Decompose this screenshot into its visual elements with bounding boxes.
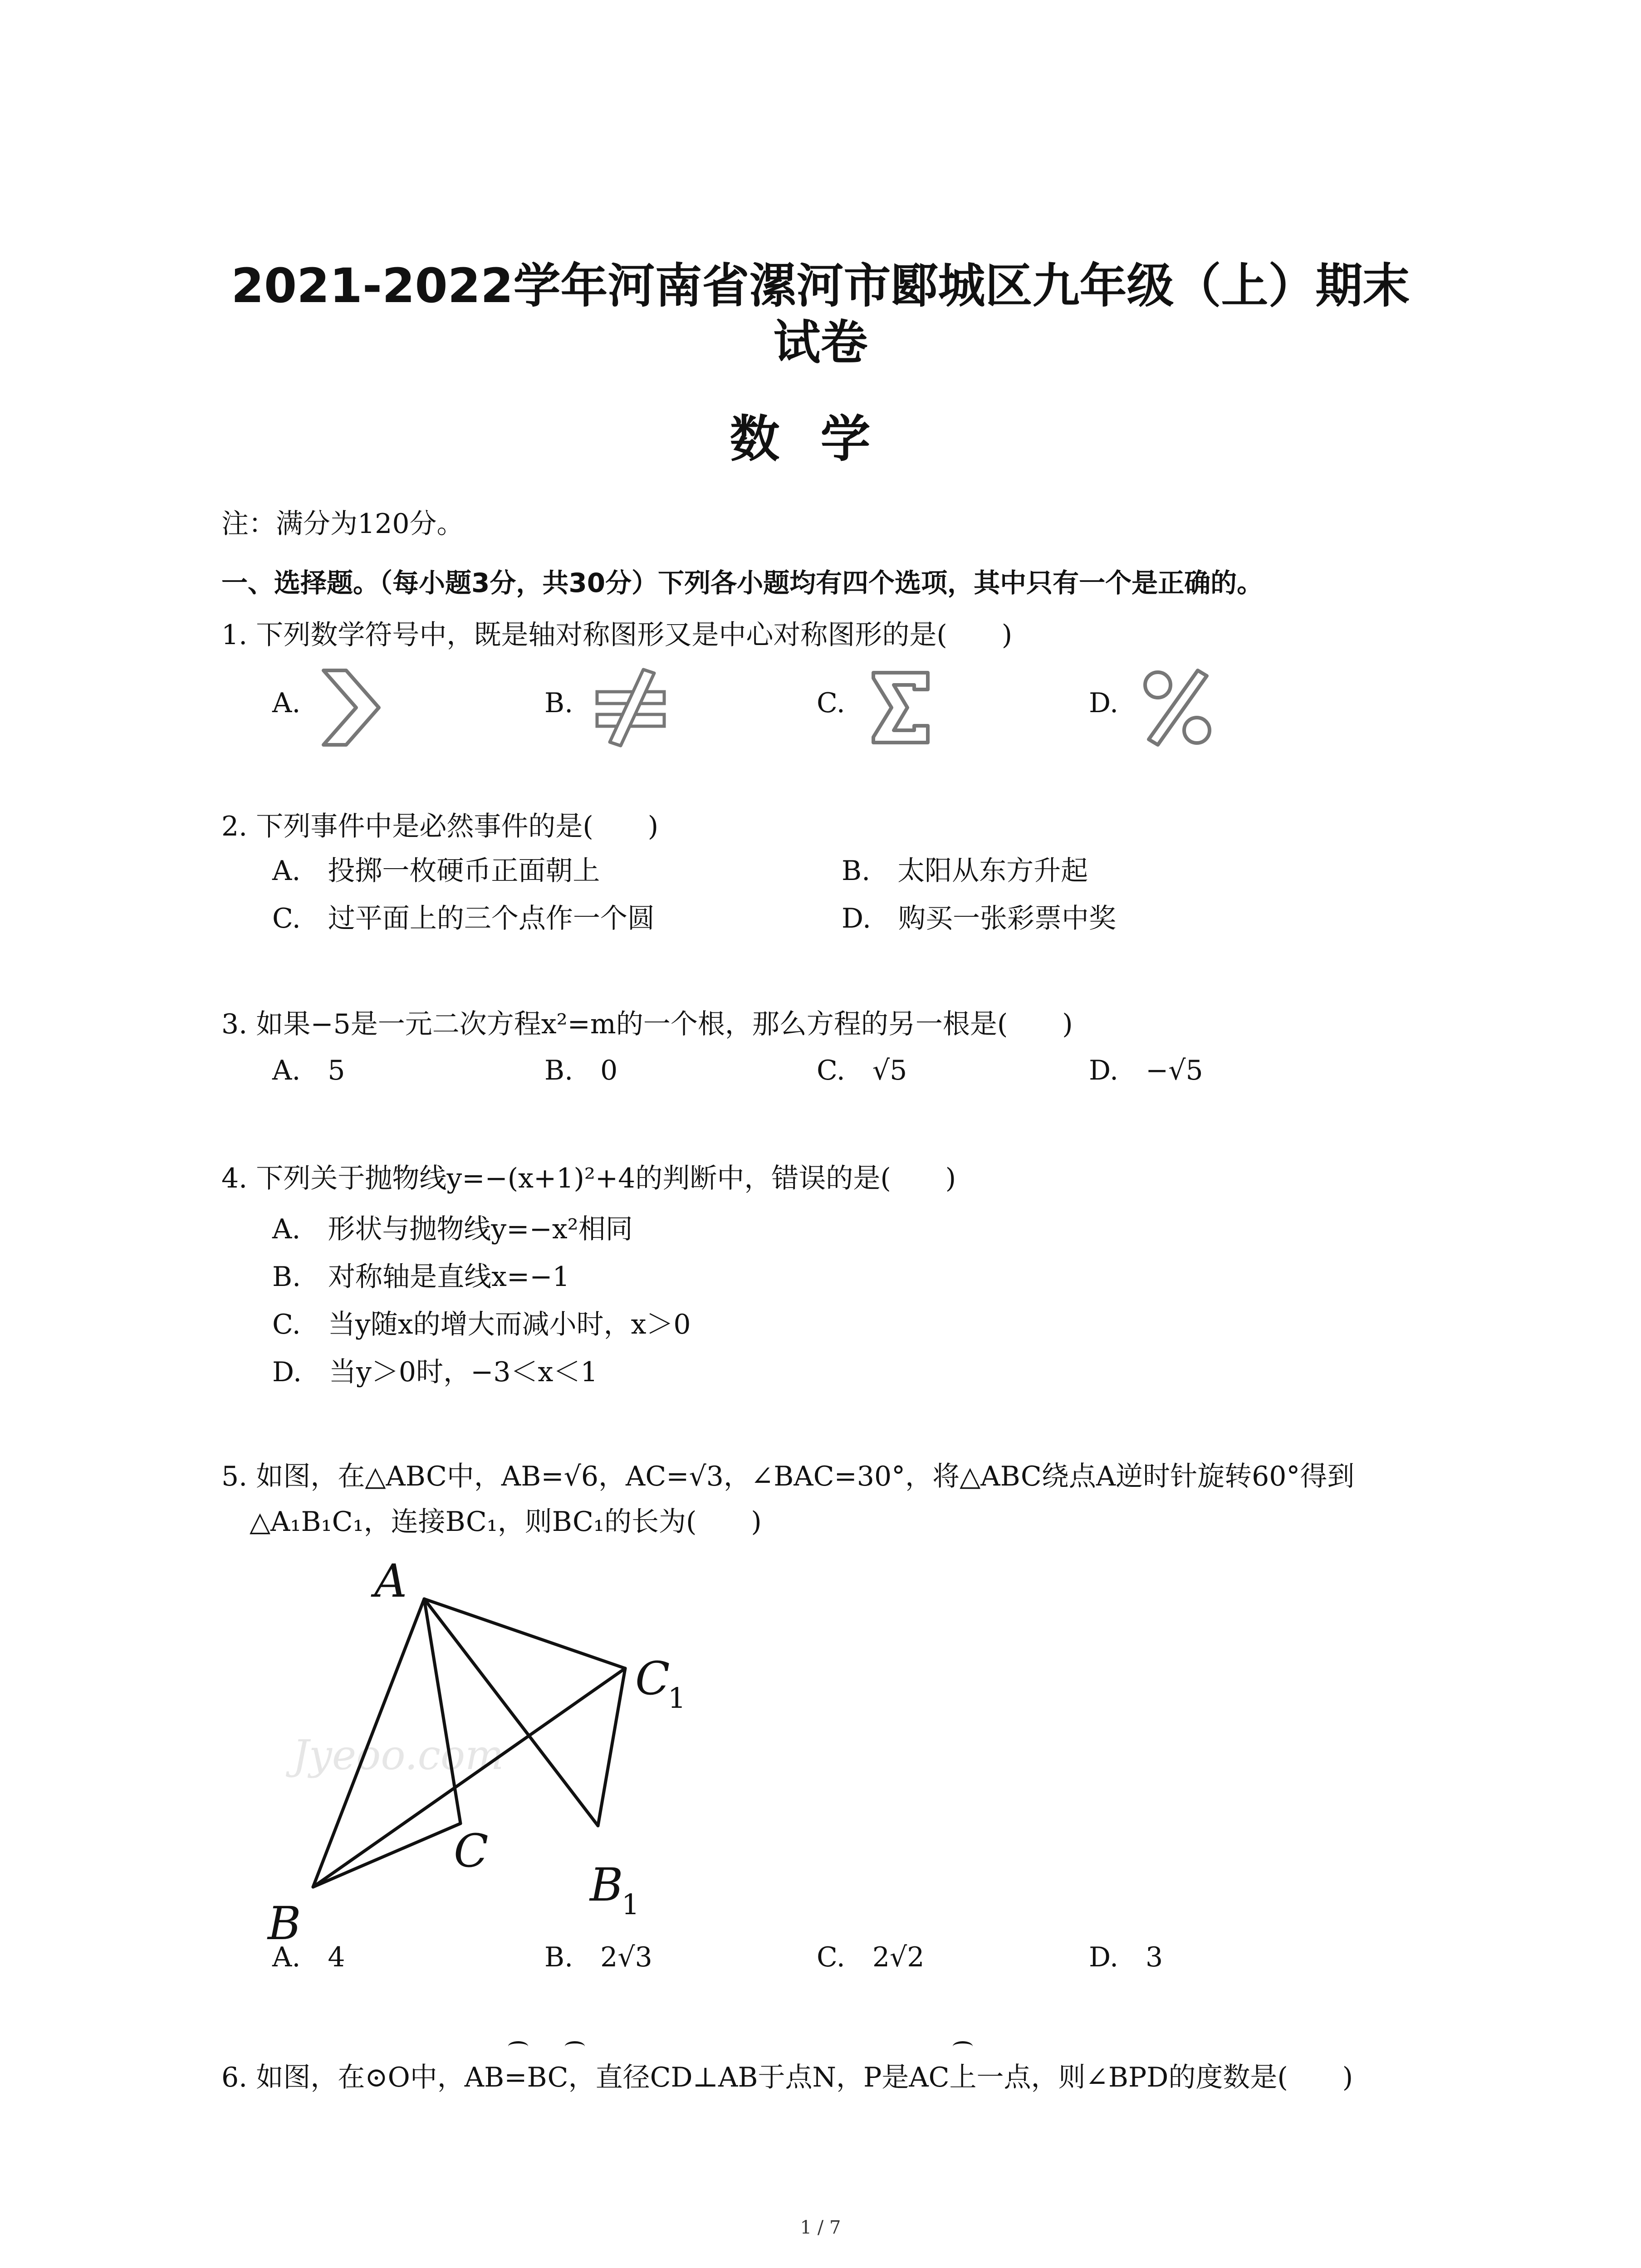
- score-note: 注：满分为120分。: [221, 508, 464, 540]
- vertex-label-b1: B: [590, 1858, 623, 1911]
- question-3-option-c: C. √5: [817, 1055, 907, 1086]
- sigma-symbol-icon: [869, 669, 932, 746]
- figure-watermark: Jyeoo.com: [293, 1731, 504, 1779]
- question-4-stem: 4. 下列关于抛物线y=−(x+1)²+4的判断中，错误的是( ): [221, 1163, 956, 1194]
- question-5-option-a: A. 4: [272, 1941, 345, 1973]
- percent-symbol-icon: [1139, 667, 1216, 748]
- question-5-stem-line2: △A₁B₁C₁，连接BC₁，则BC₁的长为( ): [250, 1506, 762, 1538]
- question-2-stem: 2. 下列事件中是必然事件的是( ): [221, 811, 659, 842]
- vertex-label-c1-subscript: 1: [668, 1681, 686, 1715]
- chevron-right-symbol-icon: [320, 667, 383, 748]
- question-4-option-b: B. 对称轴是直线x=−1: [272, 1261, 570, 1293]
- question-3-option-d: D. −√5: [1089, 1055, 1203, 1086]
- question-2-option-c: C. 过平面上的三个点作一个圆: [272, 903, 655, 934]
- page-number: 1 / 7: [800, 2217, 841, 2238]
- question-5-option-d: D. 3: [1089, 1941, 1163, 1973]
- question-1-option-d-label: D.: [1089, 687, 1119, 719]
- segment-ac1: [424, 1599, 625, 1668]
- question-6-stem: 6. 如图，在⊙O中，AB=BC，直径CD⊥AB于点N，P是AC上一点，则∠BPD的度数是( ): [221, 2062, 1353, 2093]
- question-1-option-b-label: B.: [544, 687, 573, 719]
- section-heading: 一、选择题。（每小题3分，共30分）下列各小题均有四个选项，其中只有一个是正确的。: [221, 567, 1264, 598]
- vertex-label-b: B: [268, 1897, 301, 1946]
- question-5-option-c: C. 2√2: [817, 1941, 925, 1973]
- arc-mark-ac: [953, 2041, 973, 2052]
- question-2-option-d: D. 购买一张彩票中奖: [842, 903, 1117, 934]
- question-1-option-c-label: C.: [817, 687, 845, 719]
- rotation-triangle-figure: [254, 1547, 735, 1946]
- subject-title: 数学: [730, 410, 911, 468]
- segment-b1c1: [598, 1668, 625, 1826]
- segment-ac: [424, 1599, 460, 1823]
- question-5-option-b: B. 2√3: [544, 1941, 652, 1973]
- question-1-option-a-label: A.: [272, 687, 301, 719]
- not-equal-symbol-icon: [594, 667, 667, 748]
- vertex-label-c1: C: [635, 1652, 670, 1705]
- question-2-option-a: A. 投掷一枚硬币正面朝上: [272, 855, 600, 887]
- question-1-stem: 1. 下列数学符号中，既是轴对称图形又是中心对称图形的是( ): [221, 619, 1013, 651]
- question-3-option-b: B. 0: [544, 1055, 618, 1086]
- question-3-stem: 3. 如果−5是一元二次方程x²=m的一个根，那么方程的另一根是( ): [221, 1008, 1073, 1040]
- page-title-continued: 试卷: [773, 315, 868, 370]
- vertex-label-c: C: [454, 1824, 489, 1877]
- question-3-option-a: A. 5: [272, 1055, 345, 1086]
- question-4-option-a: A. 形状与抛物线y=−x²相同: [272, 1213, 633, 1245]
- page-title: 2021-2022学年河南省漯河市郾城区九年级（上）期末: [231, 258, 1410, 313]
- vertex-label-b1-subscript: 1: [622, 1888, 640, 1921]
- question-4-option-c: C. 当y随x的增大而减小时，x＞0: [272, 1309, 691, 1340]
- arc-mark-ab: [508, 2041, 528, 2052]
- arc-mark-bc: [565, 2041, 585, 2052]
- vertex-label-a: A: [374, 1554, 407, 1608]
- question-5-stem-line1: 5. 如图，在△ABC中，AB=√6，AC=√3，∠BAC=30°，将△ABC绕点A逆时针旋转60°得到: [221, 1461, 1355, 1492]
- question-4-option-d: D. 当y＞0时，−3＜x＜1: [272, 1356, 598, 1388]
- question-2-option-b: B. 太阳从东方升起: [842, 855, 1088, 887]
